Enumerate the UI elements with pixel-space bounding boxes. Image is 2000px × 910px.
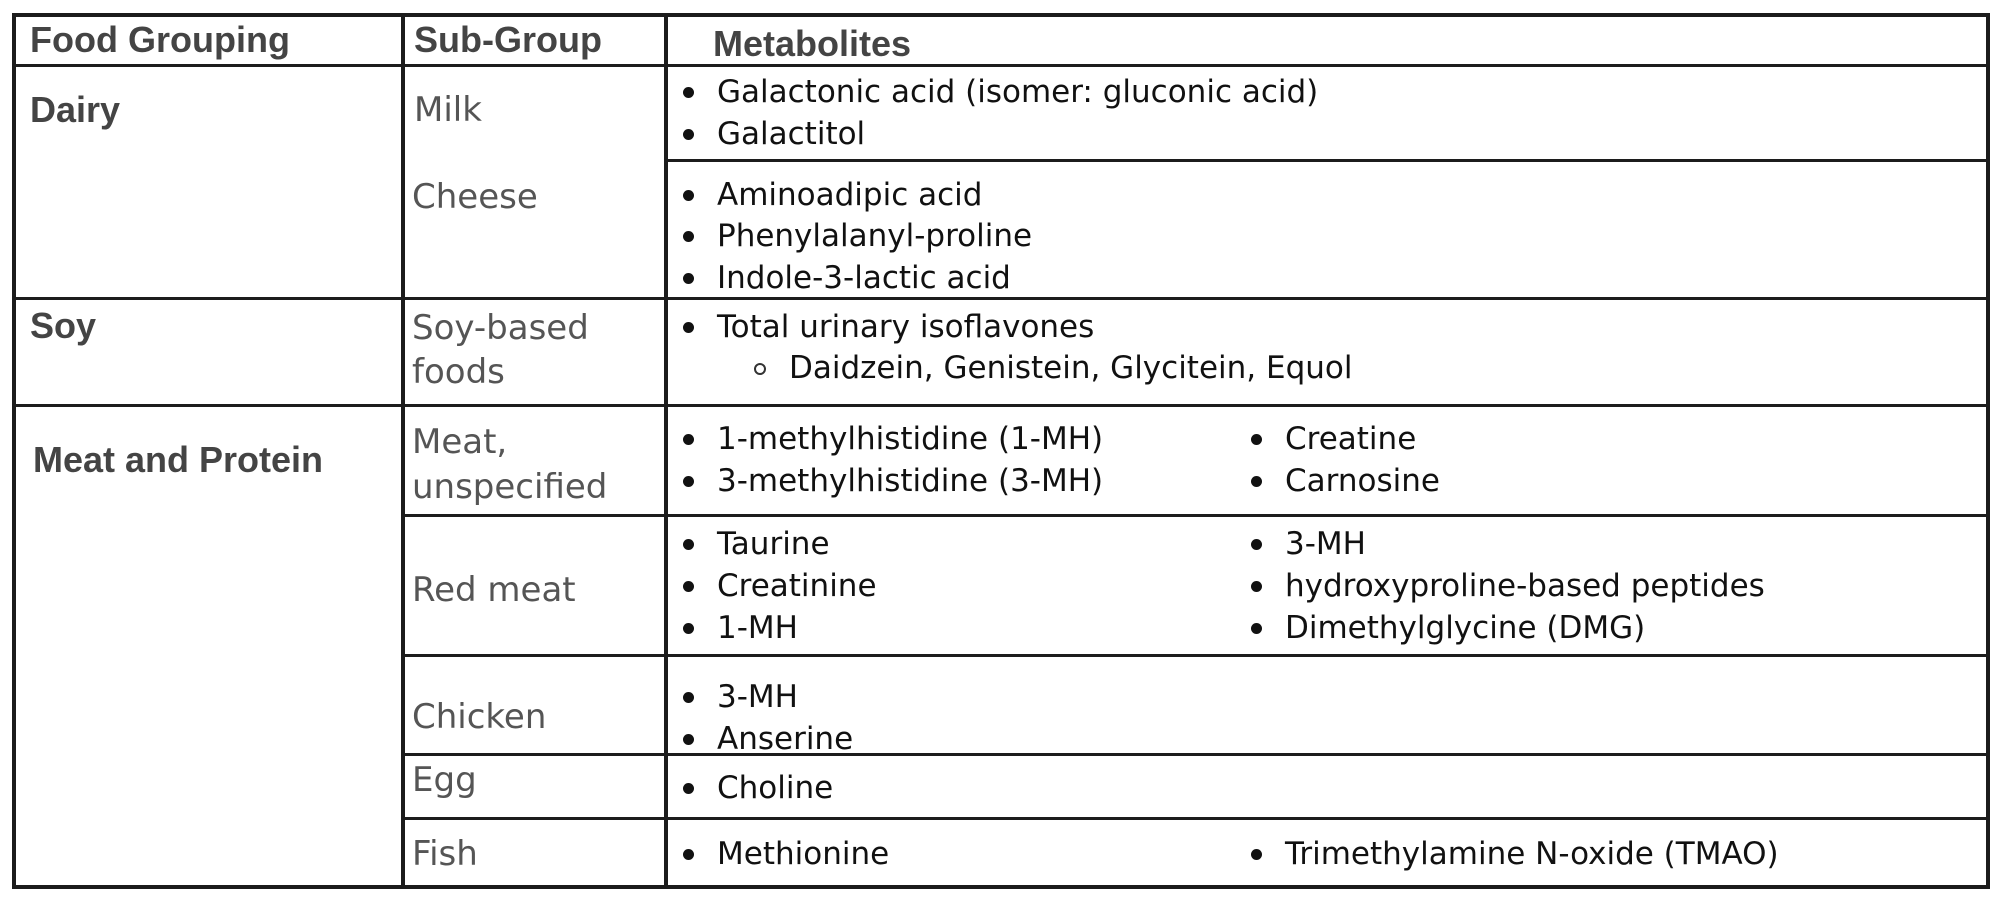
column-divider-2 (664, 13, 668, 889)
subgroup-cheese: Cheese (412, 177, 538, 217)
list-item: Galactonic acid (isomer: gluconic acid) (717, 74, 1319, 110)
table-border-right (1986, 13, 1990, 889)
bullet (1251, 623, 1262, 634)
subgroup-meat-line1: Meat, (412, 422, 508, 462)
bullet (683, 623, 694, 634)
list-item: Dimethylglycine (DMG) (1285, 610, 1646, 646)
list-item: Anserine (717, 721, 854, 757)
group-meat-and-protein: Meat and Protein (33, 439, 324, 480)
bullet (683, 692, 694, 703)
list-item: 3-MH (717, 679, 798, 715)
subgroup-red-meat: Red meat (412, 570, 576, 610)
list-item-sub: Daidzein, Genistein, Glycitein, Equol (789, 350, 1353, 386)
list-item: Total urinary isoflavones (717, 309, 1095, 345)
row-divider-header (12, 64, 1990, 67)
subgroup-egg: Egg (412, 760, 477, 800)
row-divider-chicken (401, 753, 1990, 756)
group-dairy: Dairy (30, 89, 121, 130)
list-item: Choline (717, 770, 834, 806)
list-item: Methionine (717, 836, 890, 872)
list-item: hydroxyproline-based peptides (1285, 568, 1765, 604)
list-item: 3-methylhistidine (3-MH) (717, 463, 1104, 499)
bullet (683, 849, 694, 860)
header-metabolites: Metabolites (713, 23, 912, 64)
list-item: 1-methylhistidine (1-MH) (717, 421, 1104, 457)
bullet (683, 129, 694, 140)
subgroup-soy-line2: foods (412, 352, 505, 392)
bullet (683, 539, 694, 550)
column-divider-1 (401, 13, 405, 889)
header-food-grouping: Food Grouping (30, 19, 290, 60)
bullet (683, 476, 694, 487)
subgroup-meat-line2: unspecified (412, 467, 608, 507)
subgroup-milk: Milk (414, 90, 482, 130)
list-item: 1-MH (717, 610, 798, 646)
list-item: Galactitol (717, 116, 866, 152)
bullet (683, 87, 694, 98)
group-soy: Soy (30, 305, 97, 346)
header-sub-group: Sub-Group (414, 19, 602, 60)
row-divider-soy (12, 404, 1990, 407)
list-item: Indole-3-lactic acid (717, 260, 1011, 296)
list-item: Carnosine (1285, 463, 1440, 499)
table-border-bottom (12, 885, 1990, 889)
bullet (1251, 476, 1262, 487)
bullet (683, 190, 694, 201)
list-item: Aminoadipic acid (717, 177, 983, 213)
bullet (683, 581, 694, 592)
bullet (1251, 849, 1262, 860)
row-divider-meat-unspecified (401, 514, 1990, 517)
row-divider-red-meat (401, 654, 1990, 657)
list-item: Phenylalanyl-proline (717, 218, 1033, 254)
row-divider-egg (401, 817, 1990, 820)
bullet (683, 783, 694, 794)
subgroup-soy-line1: Soy-based (412, 308, 589, 348)
bullet (1251, 581, 1262, 592)
bullet (683, 434, 694, 445)
list-item: Creatinine (717, 568, 877, 604)
bullet (1251, 539, 1262, 550)
bullet (683, 322, 694, 333)
sub-bullet (754, 363, 766, 375)
list-item: 3-MH (1285, 526, 1366, 562)
bullet (683, 231, 694, 242)
subgroup-chicken: Chicken (412, 697, 547, 737)
table-border-top (12, 13, 1990, 17)
list-item: Creatine (1285, 421, 1417, 457)
bullet (683, 734, 694, 745)
list-item: Trimethylamine N-oxide (TMAO) (1285, 836, 1779, 872)
bullet (1251, 434, 1262, 445)
subgroup-fish: Fish (412, 834, 478, 874)
row-divider-dairy (12, 297, 1990, 300)
table-border-left (12, 13, 16, 889)
row-divider-milk (664, 159, 1990, 162)
bullet (683, 273, 694, 284)
list-item: Taurine (717, 526, 830, 562)
